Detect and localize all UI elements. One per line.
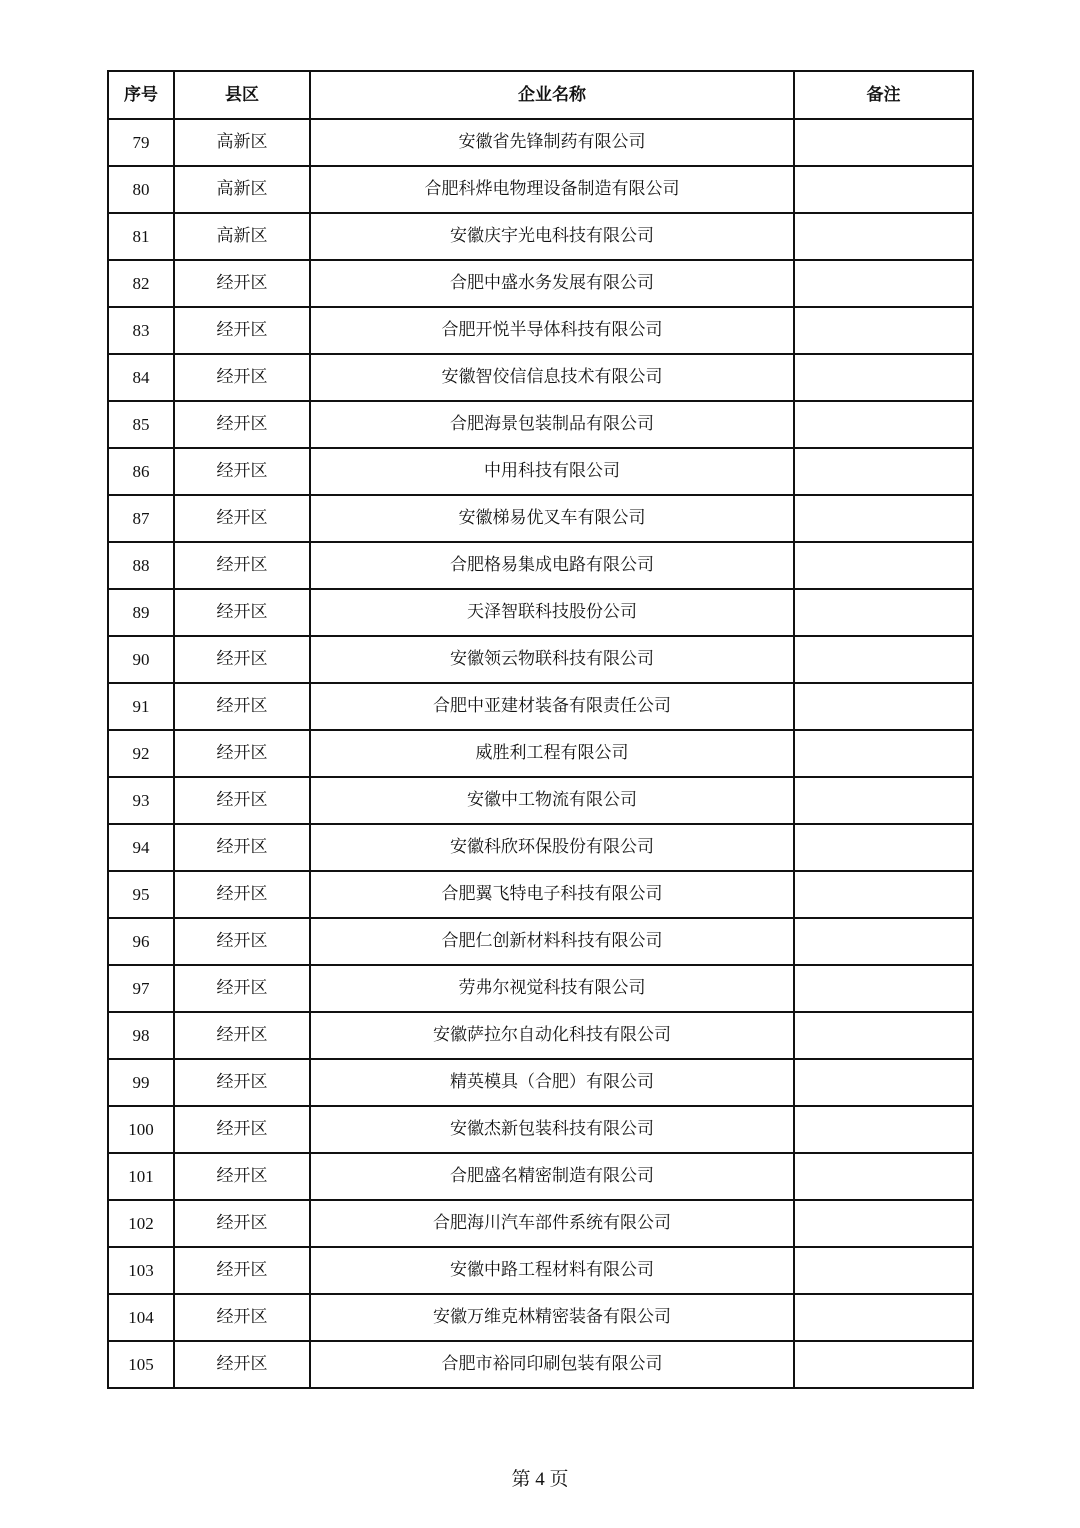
- serial-number-cell: 92: [108, 730, 174, 777]
- remarks-cell: [794, 495, 973, 542]
- enterprise-list-sheet: [107, 70, 972, 1389]
- enterprise-name-cell: 合肥中盛水务发展有限公司: [310, 260, 794, 307]
- county-cell: 高新区: [174, 119, 310, 166]
- enterprise-table: [107, 70, 974, 1389]
- enterprise-name-cell: 威胜利工程有限公司: [310, 730, 794, 777]
- remarks-cell: [794, 213, 973, 260]
- county-cell: 经开区: [174, 824, 310, 871]
- header-remarks: 备注: [794, 71, 973, 119]
- serial-number-cell: 83: [108, 307, 174, 354]
- remarks-cell: [794, 166, 973, 213]
- enterprise-name-cell: 安徽领云物联科技有限公司: [310, 636, 794, 683]
- remarks-cell: [794, 1153, 973, 1200]
- remarks-cell: [794, 1341, 973, 1388]
- serial-number-cell: 82: [108, 260, 174, 307]
- table-row: [108, 542, 973, 589]
- remarks-cell: [794, 918, 973, 965]
- table-row: [108, 824, 973, 871]
- serial-number-cell: 89: [108, 589, 174, 636]
- county-cell: 经开区: [174, 448, 310, 495]
- serial-number-cell: 94: [108, 824, 174, 871]
- enterprise-name-cell: 合肥市裕同印刷包装有限公司: [310, 1341, 794, 1388]
- page-number: 第 4 页: [511, 1469, 569, 1490]
- serial-number-cell: 86: [108, 448, 174, 495]
- county-cell: 经开区: [174, 1153, 310, 1200]
- serial-number-cell: 93: [108, 777, 174, 824]
- table-row: [108, 777, 973, 824]
- county-cell: 经开区: [174, 307, 310, 354]
- county-cell: 高新区: [174, 166, 310, 213]
- serial-number-cell: 90: [108, 636, 174, 683]
- table-row: [108, 1341, 973, 1388]
- enterprise-name-cell: 安徽庆宇光电科技有限公司: [310, 213, 794, 260]
- table-row: [108, 636, 973, 683]
- county-cell: 经开区: [174, 1247, 310, 1294]
- serial-number-cell: 91: [108, 683, 174, 730]
- serial-number-cell: 95: [108, 871, 174, 918]
- table-row: [108, 495, 973, 542]
- serial-number-cell: 100: [108, 1106, 174, 1153]
- county-cell: 经开区: [174, 1200, 310, 1247]
- remarks-cell: [794, 542, 973, 589]
- remarks-cell: [794, 1106, 973, 1153]
- header-county: 县区: [174, 71, 310, 119]
- remarks-cell: [794, 636, 973, 683]
- county-cell: 经开区: [174, 683, 310, 730]
- county-cell: 经开区: [174, 401, 310, 448]
- county-cell: 经开区: [174, 777, 310, 824]
- table-row: [108, 1247, 973, 1294]
- table-row: [108, 1059, 973, 1106]
- remarks-cell: [794, 824, 973, 871]
- county-cell: 经开区: [174, 871, 310, 918]
- county-cell: 经开区: [174, 1012, 310, 1059]
- table-body: [108, 119, 973, 1388]
- table-row: [108, 1200, 973, 1247]
- table-row: [108, 683, 973, 730]
- enterprise-name-cell: 安徽万维克林精密装备有限公司: [310, 1294, 794, 1341]
- enterprise-name-cell: 合肥海川汽车部件系统有限公司: [310, 1200, 794, 1247]
- remarks-cell: [794, 871, 973, 918]
- serial-number-cell: 84: [108, 354, 174, 401]
- table-row: [108, 871, 973, 918]
- serial-number-cell: 85: [108, 401, 174, 448]
- serial-number-cell: 105: [108, 1341, 174, 1388]
- enterprise-name-cell: 安徽中工物流有限公司: [310, 777, 794, 824]
- enterprise-name-cell: 安徽萨拉尔自动化科技有限公司: [310, 1012, 794, 1059]
- serial-number-cell: 98: [108, 1012, 174, 1059]
- county-cell: 高新区: [174, 213, 310, 260]
- table-row: [108, 1012, 973, 1059]
- county-cell: 经开区: [174, 542, 310, 589]
- county-cell: 经开区: [174, 354, 310, 401]
- county-cell: 经开区: [174, 495, 310, 542]
- enterprise-name-cell: 合肥开悦半导体科技有限公司: [310, 307, 794, 354]
- enterprise-name-cell: 安徽省先锋制药有限公司: [310, 119, 794, 166]
- table-row: [108, 213, 973, 260]
- table-row: [108, 448, 973, 495]
- enterprise-name-cell: 精英模具（合肥）有限公司: [310, 1059, 794, 1106]
- county-cell: 经开区: [174, 918, 310, 965]
- table-row: [108, 918, 973, 965]
- serial-number-cell: 97: [108, 965, 174, 1012]
- county-cell: 经开区: [174, 1294, 310, 1341]
- remarks-cell: [794, 260, 973, 307]
- enterprise-name-cell: 安徽智佼信信息技术有限公司: [310, 354, 794, 401]
- serial-number-cell: 81: [108, 213, 174, 260]
- county-cell: 经开区: [174, 1059, 310, 1106]
- serial-number-cell: 103: [108, 1247, 174, 1294]
- enterprise-name-cell: 合肥翼飞特电子科技有限公司: [310, 871, 794, 918]
- table-row: [108, 589, 973, 636]
- serial-number-cell: 79: [108, 119, 174, 166]
- enterprise-name-cell: 合肥盛名精密制造有限公司: [310, 1153, 794, 1200]
- serial-number-cell: 99: [108, 1059, 174, 1106]
- remarks-cell: [794, 1059, 973, 1106]
- remarks-cell: [794, 1200, 973, 1247]
- header-serial-number: 序号: [108, 71, 174, 119]
- enterprise-name-cell: 中用科技有限公司: [310, 448, 794, 495]
- remarks-cell: [794, 401, 973, 448]
- table-row: [108, 119, 973, 166]
- serial-number-cell: 88: [108, 542, 174, 589]
- remarks-cell: [794, 589, 973, 636]
- remarks-cell: [794, 448, 973, 495]
- enterprise-name-cell: 合肥科烨电物理设备制造有限公司: [310, 166, 794, 213]
- table-row: [108, 166, 973, 213]
- county-cell: 经开区: [174, 965, 310, 1012]
- table-row: [108, 307, 973, 354]
- county-cell: 经开区: [174, 730, 310, 777]
- remarks-cell: [794, 730, 973, 777]
- enterprise-name-cell: 安徽杰新包装科技有限公司: [310, 1106, 794, 1153]
- remarks-cell: [794, 1012, 973, 1059]
- enterprise-name-cell: 安徽科欣环保股份有限公司: [310, 824, 794, 871]
- serial-number-cell: 96: [108, 918, 174, 965]
- serial-number-cell: 80: [108, 166, 174, 213]
- table-row: [108, 260, 973, 307]
- remarks-cell: [794, 1294, 973, 1341]
- county-cell: 经开区: [174, 1341, 310, 1388]
- header-row: [108, 71, 973, 119]
- table-row: [108, 730, 973, 777]
- county-cell: 经开区: [174, 260, 310, 307]
- enterprise-name-cell: 合肥海景包装制品有限公司: [310, 401, 794, 448]
- serial-number-cell: 104: [108, 1294, 174, 1341]
- enterprise-name-cell: 合肥仁创新材料科技有限公司: [310, 918, 794, 965]
- table-row: [108, 1153, 973, 1200]
- serial-number-cell: 101: [108, 1153, 174, 1200]
- enterprise-name-cell: 劳弗尔视觉科技有限公司: [310, 965, 794, 1012]
- remarks-cell: [794, 683, 973, 730]
- remarks-cell: [794, 354, 973, 401]
- remarks-cell: [794, 1247, 973, 1294]
- table-row: [108, 1294, 973, 1341]
- serial-number-cell: 87: [108, 495, 174, 542]
- enterprise-name-cell: 合肥中亚建材装备有限责任公司: [310, 683, 794, 730]
- table-row: [108, 965, 973, 1012]
- county-cell: 经开区: [174, 1106, 310, 1153]
- table-row: [108, 354, 973, 401]
- enterprise-name-cell: 天泽智联科技股份公司: [310, 589, 794, 636]
- remarks-cell: [794, 777, 973, 824]
- header-enterprise-name: 企业名称: [310, 71, 794, 119]
- enterprise-name-cell: 安徽中路工程材料有限公司: [310, 1247, 794, 1294]
- table-row: [108, 401, 973, 448]
- serial-number-cell: 102: [108, 1200, 174, 1247]
- remarks-cell: [794, 965, 973, 1012]
- enterprise-name-cell: 安徽梯易优叉车有限公司: [310, 495, 794, 542]
- table-header: [108, 71, 973, 119]
- remarks-cell: [794, 119, 973, 166]
- county-cell: 经开区: [174, 636, 310, 683]
- county-cell: 经开区: [174, 589, 310, 636]
- enterprise-name-cell: 合肥格易集成电路有限公司: [310, 542, 794, 589]
- table-row: [108, 1106, 973, 1153]
- remarks-cell: [794, 307, 973, 354]
